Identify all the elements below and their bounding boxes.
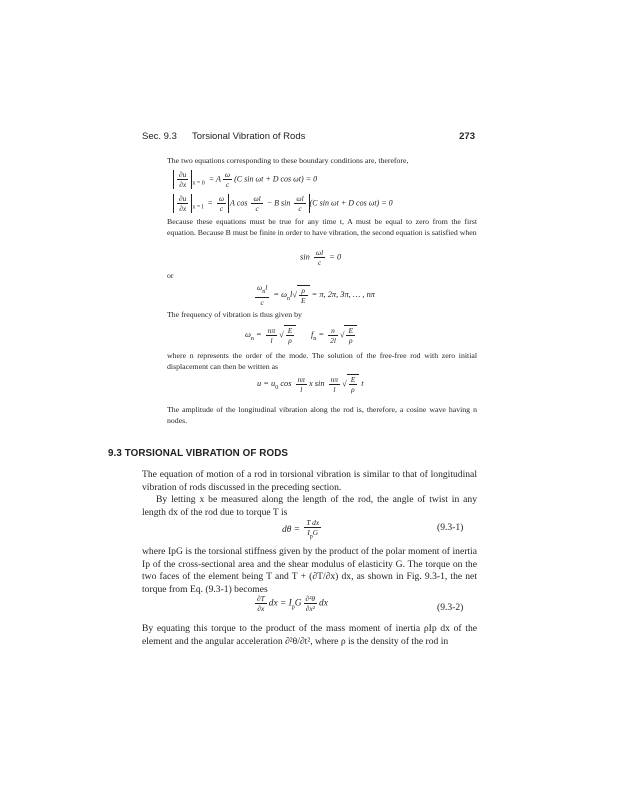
page-number: 273 — [459, 131, 475, 142]
frequency-equation: $\omega_n$ = $\frac{n\pi}{l}$ √ $\frac{E}{\rho}$ $f_n$ = $\frac{n}{2l}$ √ $\frac{E}{\rho}$ — [245, 325, 357, 345]
torsional-stiffness-paragraph: where IpG is the torsional stiffness given by the product of the polar moment of inertia Ip of the cross-sectional area and the shear modulus of elasticity G. The torque on the two faces of the element being T and T + (∂T/∂x) dx, as shown in Fig. 9.3-1, the net torque from Eq. (9.3-1) becomes — [142, 546, 477, 595]
equation-9-3-2: $\frac{\partial T}{\partial x}$ dx = $I_pG$ $\frac{\text{∂²θ}}{\text{∂x²}}$ dx — [257, 594, 328, 613]
equating-paragraph: By equating this torque to the product of the mass moment of inertia ρIp dx of the element and the angular acceleration ∂²θ/∂t², where ρ is the density of the rod in — [142, 623, 477, 647]
intro-paragraph: The two equations corresponding to these boundary conditions are, therefore, — [167, 156, 409, 165]
equation-9-3-1: dθ = $\frac{\text{T dx}}{I_pG}$ — [282, 518, 320, 540]
sine-condition-equation: sin $\frac{\omega l}{c}$ = 0 — [300, 248, 342, 267]
amplitude-paragraph: The amplitude of the longitudinal vibration along the rod is, therefore, a cosine wave having n nodes. — [167, 405, 477, 425]
equation-number-9-3-1: (9.3-1) — [437, 522, 464, 533]
running-title: Torsional Vibration of Rods — [192, 131, 306, 142]
boundary-equation-2: $\frac{\partial u}{\partial x}$ $_{x = l}$ = $\frac{\omega}{c}$ A cos $\frac{\omega l}{c}$ − B sin $\frac{\omega l}{c}$ (C sin ωt + D cos ωt) = 0 — [173, 194, 393, 213]
section-heading: 9.3 TORSIONAL VIBRATION OF RODS — [108, 448, 289, 459]
or-text: or — [167, 271, 174, 280]
equation-number-9-3-2: (9.3-2) — [437, 602, 464, 613]
section-number: Sec. 9.3 — [142, 131, 177, 142]
frequency-paragraph: The frequency of vibration is thus given by — [167, 310, 302, 319]
torsion-intro-paragraph: The equation of motion of a rod in torsional vibration is similar to that of longitudinal vibration of rods discussed in the preceding section. — [142, 469, 477, 493]
frequency-condition-equation: $\frac{\omega_nl}{c}$ = $\omega_nl√$ $\frac{\rho}{E}$ = π, 2π, 3π, … , nπ — [257, 283, 375, 307]
letting-x-paragraph: By letting x be measured along the length of the rod, the angle of twist in any length dx of the rod due to torque T is — [142, 494, 477, 518]
where-n-paragraph: where n represents the order of the mode. The solution of the free-free rod with zero initial displacement can then be written as — [167, 351, 477, 371]
because-paragraph: Because these equations must be true for any time t, A must be equal to zero from the first equation. Because B must be finite in order to have vibration, the second equation is satisfied when — [167, 217, 477, 237]
solution-equation: $u = u_0$ cos $\frac{n\pi}{l}$ x sin $\frac{n\pi}{l}$ √ $\frac{E}{\rho}$ t — [257, 374, 364, 394]
running-header — [142, 131, 475, 145]
boundary-equation-1: $\frac{\partial u}{\partial x}$ $_{x = 0}$ = A $\frac{\omega}{c}$ (C sin ωt + D cos ωt) = 0 — [173, 170, 317, 189]
